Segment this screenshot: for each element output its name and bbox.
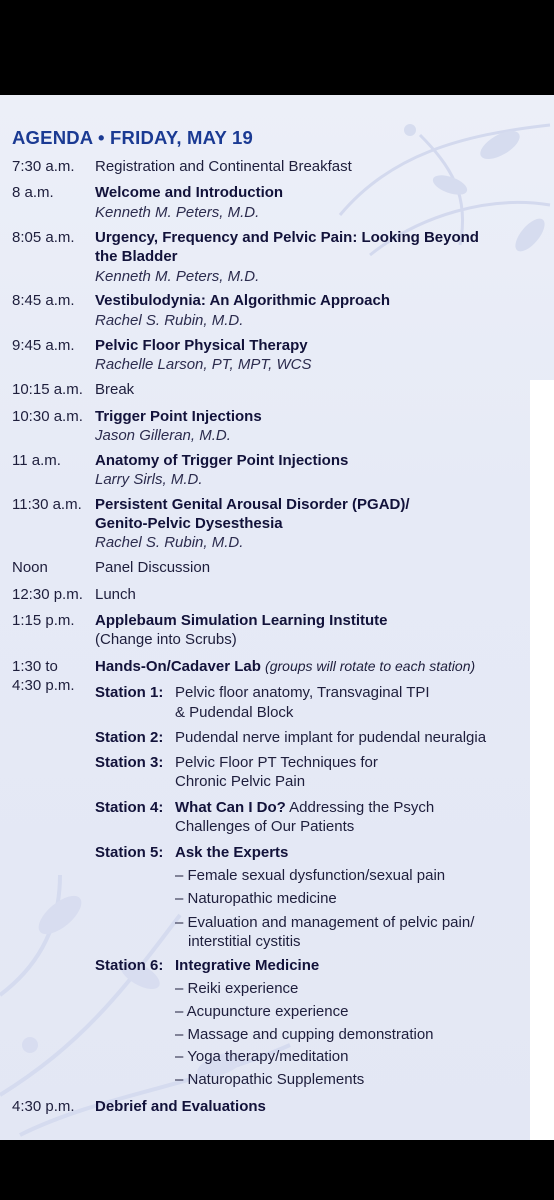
lab-heading xyxy=(95,657,475,676)
session-title: Urgency, Frequency and Pelvic Pain: Looking Beyond xyxy=(95,229,479,246)
time-label: 12:30 p.m. xyxy=(12,586,83,603)
session-title: Hands-On/Cadaver Lab xyxy=(95,658,261,675)
station-bullet: – Reiki experience xyxy=(175,980,299,997)
agenda-page xyxy=(0,95,554,1140)
session-title: Anatomy of Trigger Point Injections xyxy=(95,452,349,469)
time-label: 8:45 a.m. xyxy=(12,292,75,309)
speaker-name: Kenneth M. Peters, M.D. xyxy=(95,204,260,221)
time-label: 1:30 to xyxy=(12,658,58,675)
time-label: Noon xyxy=(12,559,48,576)
session-title: Persistent Genital Arousal Disorder (PGAD)/ xyxy=(95,496,410,513)
session-title: Welcome and Introduction xyxy=(95,184,284,201)
time-label-continued: 4:30 p.m. xyxy=(12,677,75,694)
session-title: Lunch xyxy=(95,586,136,603)
session-note: (groups will rotate to each station) xyxy=(265,658,476,674)
station-bullet: – Yoga therapy/meditation xyxy=(175,1048,349,1065)
station-title: Integrative Medicine xyxy=(175,957,320,974)
station-text-continued: Challenges of Our Patients xyxy=(175,818,355,835)
speaker-name: Rachel S. Rubin, M.D. xyxy=(95,534,244,551)
station-bullet: – Evaluation and management of pelvic pain/ xyxy=(175,914,475,931)
session-title: Registration and Continental Breakfast xyxy=(95,158,352,175)
station-text-continued: & Pudendal Block xyxy=(175,704,294,721)
session-title: Break xyxy=(95,381,135,398)
speaker-name: Rachel S. Rubin, M.D. xyxy=(95,312,244,329)
session-title: Panel Discussion xyxy=(95,559,211,576)
session-title: Pelvic Floor Physical Therapy xyxy=(95,337,308,354)
agenda-title: AGENDA • FRIDAY, MAY 19 xyxy=(12,127,254,148)
station-title: Ask the Experts xyxy=(175,844,289,861)
station-text-rest: Addressing the Psych xyxy=(285,799,435,816)
time-label: 10:30 a.m. xyxy=(12,408,83,425)
station-label: Station 2: xyxy=(95,729,164,746)
station-text-continued: Chronic Pelvic Pain xyxy=(175,773,306,790)
station-label: Station 4: xyxy=(95,799,164,816)
time-label: 1:15 p.m. xyxy=(12,612,75,629)
scrollbar[interactable] xyxy=(530,380,554,1140)
station-bullet: – Naturopathic medicine xyxy=(175,890,337,907)
speaker-name: Kenneth M. Peters, M.D. xyxy=(95,268,260,285)
time-label: 8 a.m. xyxy=(12,184,54,201)
time-label: 10:15 a.m. xyxy=(12,381,83,398)
time-label: 4:30 p.m. xyxy=(12,1098,75,1115)
session-title-continued: Genito-Pelvic Dysesthesia xyxy=(95,515,283,532)
station-emphasis: What Can I Do? xyxy=(175,799,286,816)
session-title: Trigger Point Injections xyxy=(95,408,262,425)
time-label: 7:30 a.m. xyxy=(12,158,75,175)
speaker-name: Jason Gilleran, M.D. xyxy=(95,427,231,444)
station-label: Station 5: xyxy=(95,844,164,861)
session-title-continued: the Bladder xyxy=(95,248,178,265)
station-text: Pudendal nerve implant for pudendal neuralgia xyxy=(175,729,487,746)
speaker-name: Larry Sirls, M.D. xyxy=(95,471,203,488)
station-label: Station 1: xyxy=(95,684,164,701)
station-bullet: – Acupuncture experience xyxy=(175,1003,349,1020)
station-label: Station 3: xyxy=(95,754,164,771)
station-text: Pelvic floor anatomy, Transvaginal TPI xyxy=(175,684,430,701)
station-bullet: – Naturopathic Supplements xyxy=(175,1071,365,1088)
station-bullet-continued: interstitial cystitis xyxy=(188,933,301,950)
station-bullet: – Female sexual dysfunction/sexual pain xyxy=(175,867,446,884)
session-title: Debrief and Evaluations xyxy=(95,1098,266,1115)
session-title: Vestibulodynia: An Algorithmic Approach xyxy=(95,292,391,309)
floral-decoration-icon xyxy=(300,95,554,355)
time-label: 11:30 a.m. xyxy=(12,496,82,513)
session-note: (Change into Scrubs) xyxy=(95,631,237,648)
station-text: Pelvic Floor PT Techniques for xyxy=(175,754,378,771)
station-bullet: – Massage and cupping demonstration xyxy=(175,1026,434,1043)
time-label: 8:05 a.m. xyxy=(12,229,75,246)
speaker-name: Rachelle Larson, PT, MPT, WCS xyxy=(95,356,312,373)
station-label: Station 6: xyxy=(95,957,164,974)
session-title: Applebaum Simulation Learning Institute xyxy=(95,612,388,629)
time-label: 11 a.m. xyxy=(12,452,61,469)
time-label: 9:45 a.m. xyxy=(12,337,75,354)
station-text xyxy=(175,798,434,817)
